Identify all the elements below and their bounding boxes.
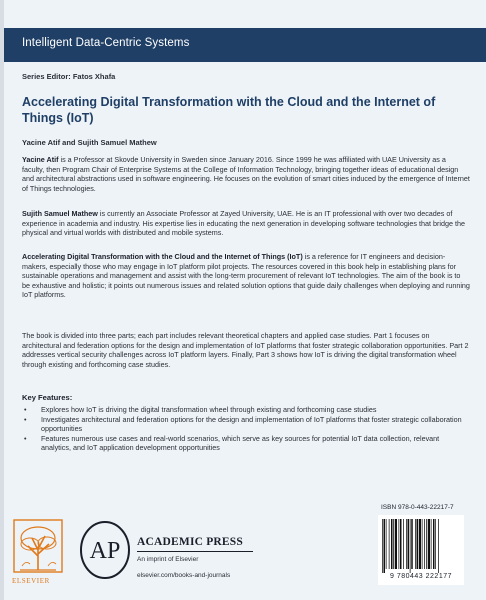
book-title: Accelerating Digital Transformation with the Cloud and the Internet of Things (IoT) (22, 95, 436, 125)
book-structure (22, 331, 470, 369)
academic-press-logo (79, 520, 131, 580)
barcode-bar (411, 519, 413, 569)
barcode-bar (435, 519, 436, 569)
publisher-url: elsevier.com/books-and-journals (137, 572, 231, 579)
bullet: • (24, 433, 27, 443)
barcode-bar (382, 519, 383, 573)
structure-text: The book is divided into three parts; each part includes relevant theoretical chapters and applied case studies. Part 1 focuses on architectural and federation options for the design and implementation of IoT platforms that foster strategic collaboration opportunities. Part 2 addresses vertical security challenges across IoT platform layers. Finally, Part 3 shows how IoT is driving the digital transformation wheel through existing and forthcoming case studies. (22, 331, 469, 369)
bio-lead: Sujith Samuel Mathew (22, 209, 98, 218)
elsevier-wordmark: ELSEVIER (12, 577, 50, 585)
publisher-divider (137, 551, 253, 552)
key-feature-text: Explores how IoT is driving the digital transformation wheel through existing and forthcoming case studies (41, 405, 377, 414)
barcode-bar (419, 519, 421, 569)
barcode-bar (422, 519, 423, 569)
elsevier-tree-icon (8, 518, 68, 580)
key-feature-item (22, 405, 470, 415)
bio-text: is a Professor at Skovde University in Sweden since January 2016. Since 1999 he was affiliated with UAE University as a faculty, then Program Chair of Enterprise Systems at the College of Information Technology, bringing together ideas of educational design and architectural abstractions used in software engineering. He focuses on the evolution of smart cities induced by the emergence of Internet of Things technologies. (22, 155, 470, 193)
barcode-bar (410, 519, 411, 573)
barcode-bars (378, 515, 464, 573)
author-bio-atif (22, 155, 470, 193)
series-editor: Series Editor: Fatos Xhafa (22, 72, 116, 81)
barcode-bar (415, 519, 416, 569)
barcode-bar (403, 519, 404, 569)
barcode-bar (424, 519, 425, 569)
isbn-barcode (378, 515, 464, 585)
barcode-bar (408, 519, 410, 569)
publisher-imprint: An imprint of Elsevier (137, 556, 199, 563)
barcode-bar (400, 519, 402, 569)
barcode-bar (389, 519, 390, 569)
barcode-bar (433, 519, 435, 569)
barcode-bar (417, 519, 419, 569)
bio-lead: Yacine Atif (22, 155, 59, 164)
barcode-bar (406, 519, 407, 569)
isbn-label: ISBN 978-0-443-22217-7 (381, 504, 454, 511)
barcode-bar (393, 519, 394, 569)
key-feature-item (22, 434, 470, 453)
barcode-bar (426, 519, 427, 569)
barcode-bar (391, 519, 393, 569)
barcode-bar (431, 519, 432, 569)
barcode-bar (438, 519, 439, 573)
author-bio-mathew (22, 209, 470, 238)
key-feature-item (22, 415, 470, 434)
book-authors: Yacine Atif and Sujith Samuel Mathew (22, 138, 157, 147)
ap-monogram: AP (89, 538, 121, 564)
key-features-heading: Key Features: (22, 393, 73, 402)
description-text: is a reference for IT engineers and decision-makers, especially those who may engage in IoT platform pilot projects. The resources covered in this book help in establishing plans for sustainable operations and management and assist with the long-term procurement of relevant IoT technologies. The aim of the book is to be exhaustive and holistic; it points out numerous issues and related solution options that guide daily challenges when deploying and running IoT platforms. (22, 252, 470, 300)
cover-edge (0, 0, 4, 600)
barcode-bar (384, 519, 386, 573)
series-name: Intelligent Data-Centric Systems (22, 37, 190, 49)
description-lead: Accelerating Digital Transformation with the Cloud and the Internet of Things (IoT) (22, 252, 303, 261)
key-feature-text: Features numerous use cases and real-world scenarios, which serve as key sources for potential IoT data collection, relevant analytics, and IoT application development opportunities (41, 433, 440, 453)
barcode-bar (428, 519, 430, 569)
barcode-bar (399, 519, 400, 569)
key-feature-text: Investigates architectural and federation options for the design and implementation of IoT platforms that foster strategic collaboration opportunities (41, 414, 462, 434)
bullet: • (24, 405, 27, 414)
publisher-name: ACADEMIC PRESS (137, 536, 243, 548)
key-features-list (22, 405, 470, 453)
bullet: • (24, 414, 27, 424)
barcode-bar (386, 519, 387, 569)
barcode-digits: 9 780443 222177 (390, 573, 452, 580)
barcode-bar (395, 519, 397, 569)
book-description (22, 252, 470, 300)
bio-text: is currently an Associate Professor at Zayed University, UAE. He is an IT professional with over two decades of experience in academia and industry. His expertise lies in educating the next generation in developing software technologies that bridge the physical and virtual worlds with distributed and mobile systems. (22, 209, 465, 238)
